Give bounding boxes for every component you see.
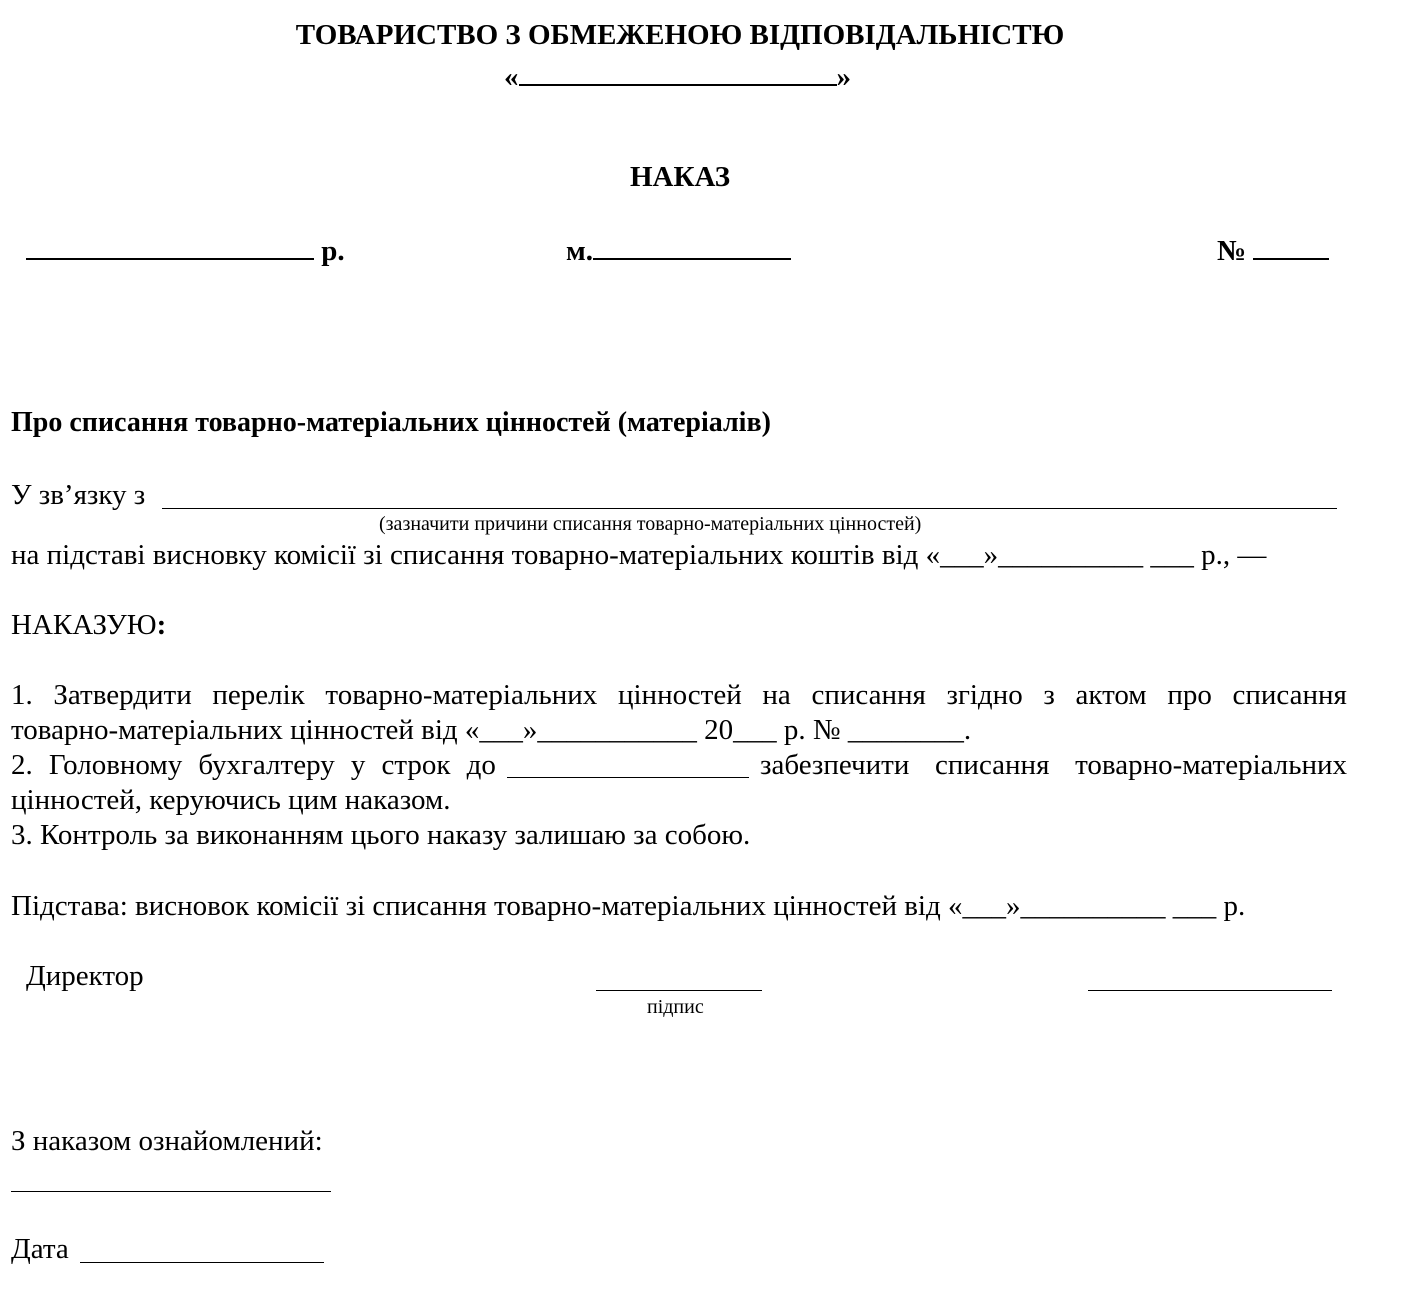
word: товарно-матеріальних — [325, 679, 598, 711]
order-number-blank — [1253, 232, 1329, 260]
word: згідно — [946, 679, 1023, 711]
item-2-line-1-start — [11, 748, 496, 782]
word: на — [762, 679, 791, 711]
word: 2. — [11, 749, 33, 781]
acknowledgement-label: З наказом ознайомлений: — [11, 1125, 323, 1157]
word: з — [1043, 679, 1055, 711]
word: Головному — [48, 749, 183, 781]
deadline-blank — [507, 777, 749, 778]
word: 1. — [11, 679, 33, 711]
acknowledgement-date-label: Дата — [11, 1233, 69, 1265]
item-2-line-1-end — [760, 748, 1347, 782]
word: списання — [935, 749, 1050, 781]
acknowledgement-signature-blank — [11, 1191, 331, 1192]
word: цінностей — [617, 679, 742, 711]
word: перелік — [212, 679, 305, 711]
order-word — [11, 608, 166, 642]
basis-footer: Підстава: висновок комісії зі списання товарно-матеріальних цінностей від «___»__________ ___ р. — [11, 890, 1246, 922]
signature-blank — [596, 990, 762, 991]
item-1-line-1 — [11, 678, 1347, 712]
document-title: НАКАЗ — [629, 161, 731, 193]
item-3: 3. Контроль за виконанням цього наказу залишаю за собою. — [11, 819, 751, 851]
reason-hint: (зазначити причини списання товарно-матеріальних цінностей) — [379, 513, 922, 535]
quote-close: » — [836, 61, 851, 93]
date-blank — [26, 232, 314, 260]
quote-open: « — [504, 61, 519, 93]
word: про — [1167, 679, 1212, 711]
word: у — [350, 749, 366, 781]
word: бухгалтеру — [198, 749, 335, 781]
signatory-title: Директор — [26, 960, 144, 992]
number-prefix: № — [1217, 235, 1247, 267]
word: строк — [381, 749, 451, 781]
city-field — [566, 232, 791, 268]
date-field — [26, 232, 345, 268]
word: товарно-матеріальних — [1075, 749, 1347, 781]
word: забезпечити — [760, 749, 910, 781]
item-1-line-2: товарно-матеріальних цінностей від «___»___________ 20___ р. № ________. — [11, 714, 972, 746]
acknowledgement-date-blank — [80, 1262, 324, 1263]
item-2-line-2: цінностей, керуючись цим наказом. — [11, 784, 451, 816]
word: Затвердити — [53, 679, 192, 711]
basis-line: на підставі висновку комісії зі списання товарно-матеріальних коштів від «___»__________ ___ р., — — [11, 539, 1267, 571]
word: списання — [1232, 679, 1347, 711]
word: актом — [1075, 679, 1147, 711]
signatory-name-blank — [1088, 990, 1332, 991]
reason-prefix: У зв’язку з — [11, 479, 146, 511]
order-subject: Про списання товарно-матеріальних цінностей (матеріалів) — [11, 407, 771, 438]
order-number-field — [1217, 232, 1329, 268]
signature-hint: підпис — [647, 996, 704, 1018]
city-prefix: м. — [566, 235, 594, 267]
order-word-text: НАКАЗУЮ — [11, 609, 157, 641]
organization-name-blank — [519, 58, 837, 86]
reason-blank — [162, 508, 1337, 509]
organization-name-line — [504, 58, 851, 94]
word: до — [466, 749, 496, 781]
organization-type: ТОВАРИСТВО З ОБМЕЖЕНОЮ ВІДПОВІДАЛЬНІСТЮ — [295, 19, 1065, 51]
order-word-colon: : — [156, 609, 167, 641]
word: списання — [811, 679, 926, 711]
date-suffix: р. — [321, 235, 345, 267]
city-blank — [593, 232, 791, 260]
